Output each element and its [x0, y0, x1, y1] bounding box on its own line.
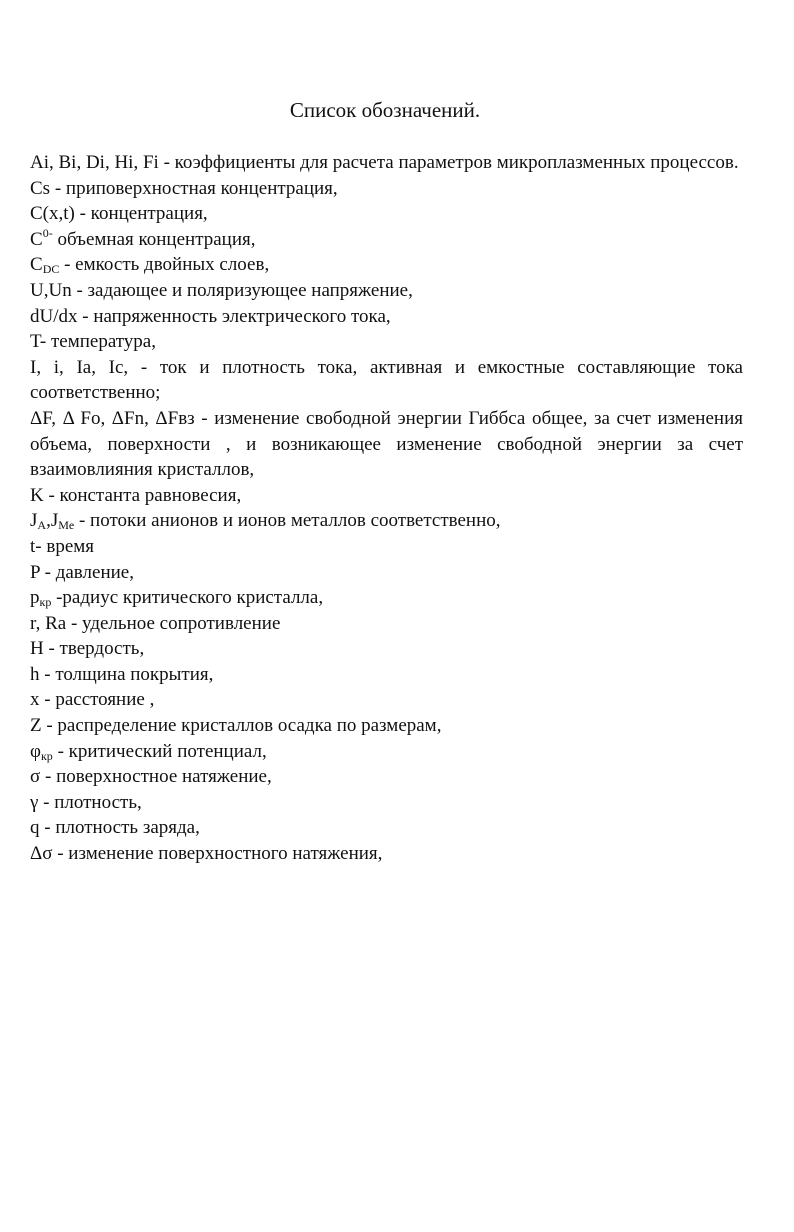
notation-entry [30, 662, 743, 688]
entry-symbol: C [30, 228, 43, 250]
entry-text: - изменение поверхностного натяжения, [52, 843, 383, 865]
entry-text: - приповерхностная концентрация, [50, 177, 338, 199]
notation-entry [30, 227, 743, 253]
entry-symbol: q [30, 817, 40, 839]
notation-entry [30, 636, 743, 662]
entry-subscript: DC [42, 262, 60, 277]
notation-entry [30, 278, 743, 304]
entry-text: - изменение свободной энергии Гиббса общее, за счет изменения объема, поверхности , и возникающее изменение свободной энергии за счет взаимовлияния кристаллов, [30, 407, 743, 481]
entry-symbol: C [30, 254, 43, 276]
entry-text: - расстояние , [39, 689, 155, 711]
notation-entry [30, 534, 743, 560]
entry-symbol: φ [30, 740, 41, 762]
entry-text: - температура, [39, 331, 156, 353]
entry-subscript: A [37, 518, 47, 533]
notation-entry [30, 329, 743, 355]
notation-list [30, 150, 743, 867]
entry-text: - поверхностное натяжение, [40, 766, 272, 788]
notation-entry [30, 815, 743, 841]
notation-entry [30, 201, 743, 227]
entry-symbol: Δσ [30, 843, 53, 865]
notation-entry [30, 611, 743, 637]
entry-text: - время [35, 535, 95, 557]
entry-text: - ток и плотность тока, активная и емкостные составляющие тока соответственно; [30, 356, 743, 404]
notation-entry [30, 790, 743, 816]
notation-entry [30, 841, 743, 867]
entry-symbol: I, i, Ia, Ic, [30, 356, 129, 378]
entry-symbol: p [30, 587, 40, 609]
entry-subscript: кр [40, 748, 53, 763]
notation-entry [30, 764, 743, 790]
notation-entry [30, 252, 743, 278]
entry-symbol: U,Un [30, 279, 72, 301]
page-title: Список обозначений. [289, 98, 481, 122]
entry-symbol: γ [30, 791, 39, 813]
entry-subscript: кр [39, 595, 52, 610]
entry-text: - критический потенциал, [52, 740, 267, 762]
entry-text: - толщина покрытия, [39, 663, 214, 685]
entry-symbol: K [30, 484, 44, 506]
entry-symbol: t [30, 535, 36, 557]
entry-symbol: dU/dx [30, 305, 78, 327]
notation-entry [30, 355, 743, 406]
entry-symbol: Cs [30, 177, 51, 199]
notation-entry [30, 150, 743, 176]
entry-text: - потоки анионов и ионов металлов соответственно, [74, 510, 501, 532]
notation-entry [30, 304, 743, 330]
entry-symbol: J [30, 510, 38, 532]
entry-text: - плотность заряда, [39, 817, 200, 839]
entry-text: - концентрация, [74, 203, 208, 225]
entry-text: - распределение кристаллов осадка по размерам, [41, 715, 442, 737]
entry-symbol: σ [30, 766, 41, 788]
entry-text: - емкость двойных слоев, [59, 254, 270, 276]
entry-symbol: ΔF, Δ Fo, ΔFn, ΔFвз [30, 407, 195, 429]
notation-entry [30, 585, 743, 611]
entry-text: -радиус критического кристалла, [51, 587, 324, 609]
entry-subscript-2: Me [58, 518, 75, 533]
entry-text: - плотность, [38, 791, 142, 813]
entry-symbol: Z [30, 715, 42, 737]
entry-symbol-2: ,J [46, 510, 59, 532]
notation-entry [30, 560, 743, 586]
entry-symbol: T [30, 331, 40, 353]
entry-text: - удельное сопротивление [66, 612, 281, 634]
notation-entry [30, 406, 743, 483]
entry-symbol: H [30, 638, 44, 660]
notation-entry [30, 483, 743, 509]
entry-text: объемная концентрация, [52, 228, 256, 250]
entry-text: - твердость, [43, 638, 145, 660]
entry-symbol: P [30, 561, 40, 583]
notation-entry [30, 713, 743, 739]
entry-symbol: x [30, 689, 40, 711]
entry-text: - константа равновесия, [43, 484, 242, 506]
entry-text: - давление, [39, 561, 134, 583]
entry-text: - напряженность электрического тока, [77, 305, 391, 327]
entry-superscript: 0- [42, 225, 53, 240]
entry-symbol: Ai, Bi, Di, Hi, Fi [30, 152, 159, 173]
entry-symbol: h [30, 663, 40, 685]
notation-entry [30, 739, 743, 765]
notation-entry [30, 687, 743, 713]
entry-text: - коэффициенты для расчета параметров микроплазменных процессов. [158, 152, 739, 173]
notation-entry [30, 176, 743, 202]
notation-entry [30, 508, 743, 534]
entry-text: - задающее и поляризующее напряжение, [71, 279, 413, 301]
entry-symbol: r, Ra [30, 612, 67, 634]
entry-symbol: C(x,t) [30, 203, 75, 225]
